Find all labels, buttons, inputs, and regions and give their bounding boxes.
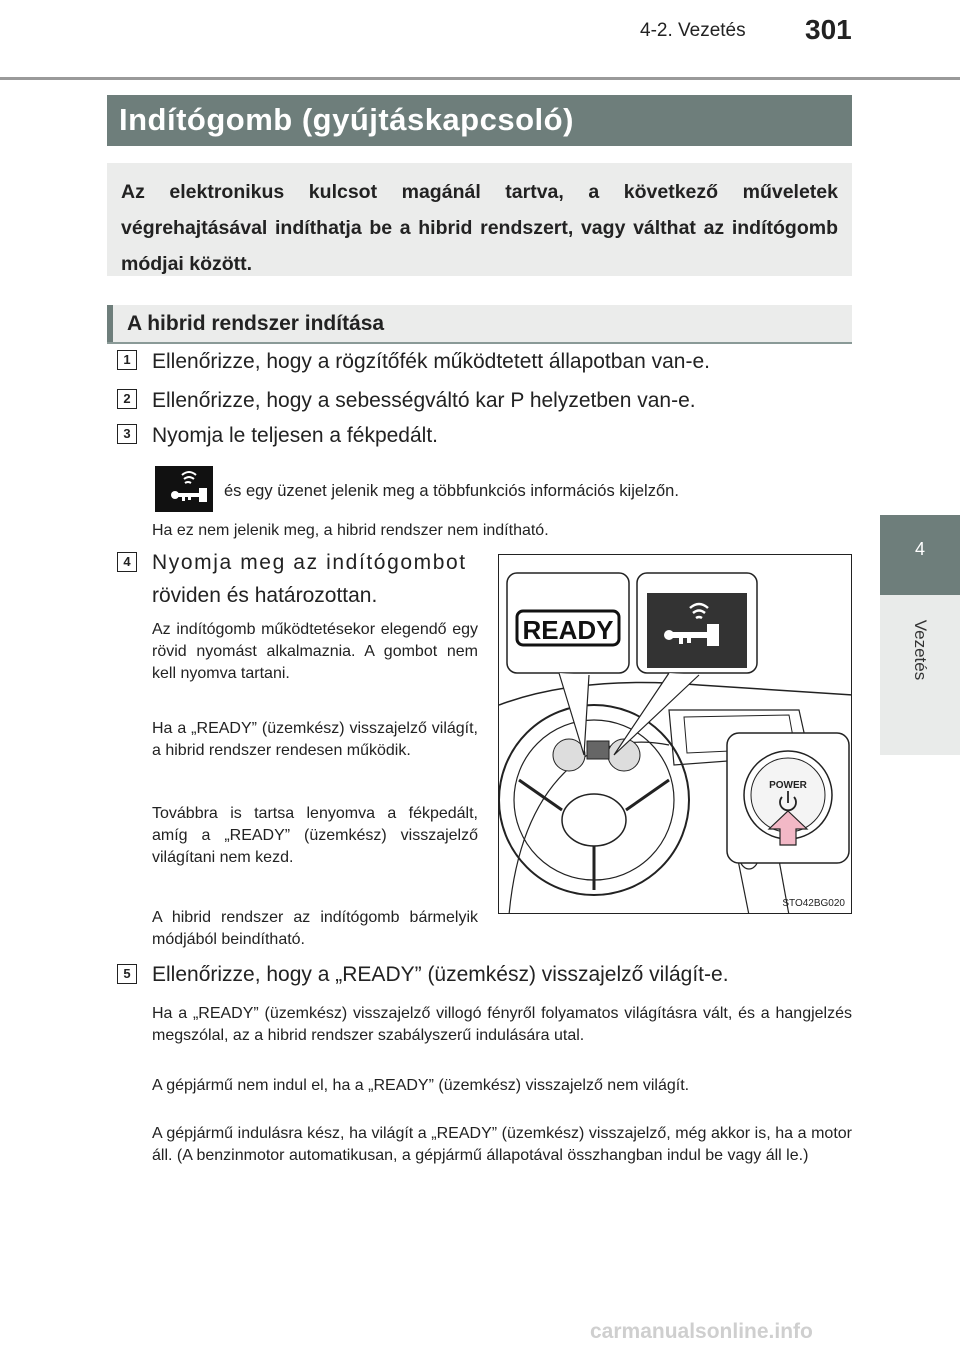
intro-box <box>107 163 852 276</box>
step-number: 5 <box>117 964 137 984</box>
step-note: A hibrid rendszer az indítógomb bármelyik módjából beindítható. <box>152 909 478 948</box>
figure-code: STO42BG020 <box>782 898 845 909</box>
section-title: 4-2. Vezetés <box>640 20 746 41</box>
power-button-label: POWER <box>769 780 807 791</box>
step-text-line2: röviden és határozottan. <box>152 584 378 607</box>
step-text: Ellenőrizze, hogy a sebességváltó kar P helyzetben van-e. <box>152 389 696 412</box>
step-number: 1 <box>117 350 137 370</box>
subheading-bar <box>107 305 852 344</box>
subheading: A hibrid rendszer indítása <box>127 312 385 335</box>
step-note: Ha ez nem jelenik meg, a hibrid rendszer nem indítható. <box>152 522 549 539</box>
step-number: 4 <box>117 552 137 572</box>
icon-note: és egy üzenet jelenik meg a többfunkciós információs kijelzőn. <box>224 482 679 500</box>
watermark: carmanualsonline.info <box>590 1320 813 1343</box>
intro-text: Az elektronikus kulcsot magánál tartva, a következő műveletek végrehajtásával indíthatja be a hibrid rendszert, vagy válthat az indítógomb módjai között. <box>121 181 838 275</box>
chapter-number: 4 <box>914 539 925 559</box>
step-text-line1: Nyomja meg az indítógombot <box>152 551 467 574</box>
step-note: Továbbra is tartsa lenyomva a fékpedált, amíg a „READY” (üzemkész) visszajelző világítani nem kezd. <box>152 805 478 866</box>
subheading-accent <box>107 305 113 342</box>
step-note: A gépjármű nem indul el, ha a „READY” (üzemkész) visszajelző nem világít. <box>152 1077 690 1094</box>
chapter-tab <box>880 515 960 595</box>
page-number: 301 <box>805 14 852 45</box>
step-number: 3 <box>117 424 137 444</box>
dashboard-illustration <box>498 554 852 914</box>
chapter-label: Vezetés <box>911 619 930 681</box>
step-note: Ha a „READY” (üzemkész) visszajelző világít, a hibrid rendszer rendesen működik. <box>152 720 478 759</box>
step-note: Ha a „READY” (üzemkész) visszajelző villogó fényről folyamatos világításra vált, és a hangjelzés megszólal, az a hibrid rendszer szabályszerű indulására utal. <box>152 1005 852 1044</box>
page-title: Indítógomb (gyújtáskapcsoló) <box>119 102 574 137</box>
step-note: A gépjármű indulásra kész, ha világít a „READY” (üzemkész) visszajelző, még akkor is, ha a motor áll. (A benzinmotor automatikusan, a gépjármű állapotával összhangban indul be vagy áll le.) <box>152 1125 852 1164</box>
step-text: Ellenőrizze, hogy a „READY” (üzemkész) visszajelző világít-e. <box>152 963 729 986</box>
step-number: 2 <box>117 389 137 409</box>
header-divider <box>0 77 960 80</box>
page-title-bar <box>107 95 852 146</box>
step-text: Ellenőrizze, hogy a rögzítőfék működtetett állapotban van-e. <box>152 350 710 373</box>
key-indicator-icon <box>155 466 213 512</box>
step-text: Nyomja le teljesen a fékpedált. <box>152 424 438 447</box>
ready-indicator-label: READY <box>522 615 614 645</box>
step-note: Az indítógomb működtetésekor elegendő egy rövid nyomást alkalmaznia. A gombot nem kell nyomva tartani. <box>152 621 478 682</box>
